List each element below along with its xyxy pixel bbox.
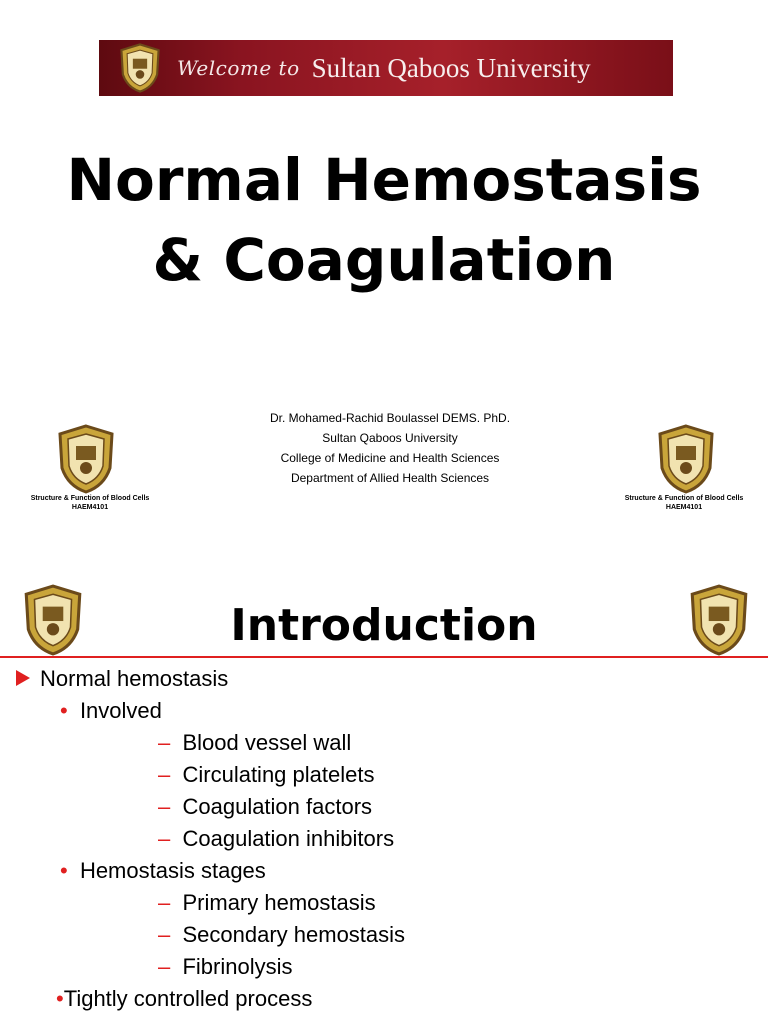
banner-welcome-text: Welcome to: [177, 56, 300, 80]
bullet-level-2: [60, 698, 162, 724]
dash-bullet-icon: –: [158, 922, 171, 947]
caption-code: HAEM4101: [71, 504, 109, 511]
dash-bullet-icon: –: [158, 826, 171, 851]
intro-title: Introduction: [230, 600, 538, 651]
bullet-level-1: [16, 666, 228, 692]
title-line-2: & Coagulation: [152, 226, 616, 294]
dot-bullet-icon: •: [60, 698, 68, 723]
right-course-caption: [614, 494, 754, 512]
author-line: Department of Allied Health Sciences: [290, 471, 490, 485]
dash-bullet-icon: –: [158, 794, 171, 819]
left-crest-icon: [56, 424, 116, 494]
bullet-text: Secondary hemostasis: [182, 922, 406, 947]
dot-bullet-icon: •: [56, 986, 64, 1011]
caption-code: HAEM4101: [665, 504, 703, 511]
author-line: Dr. Mohamed-Rachid Boulassel DEMS. PhD.: [269, 411, 511, 425]
arrow-bullet-icon: [16, 670, 30, 686]
bullet-level-3: [158, 826, 394, 852]
bullet-level-2: [56, 986, 312, 1012]
bullet-text: Blood vessel wall: [182, 730, 352, 755]
bullet-text: Hemostasis stages: [79, 858, 266, 883]
university-crest-icon: [115, 43, 165, 93]
dash-bullet-icon: –: [158, 890, 171, 915]
bullet-text: Fibrinolysis: [182, 954, 293, 979]
left-course-caption: [20, 494, 160, 512]
dash-bullet-icon: –: [158, 762, 171, 787]
banner-university-name: Sultan Qaboos University: [311, 52, 591, 83]
author-line: College of Medicine and Health Sciences: [280, 451, 500, 465]
bullet-level-3: [158, 730, 351, 756]
author-line: Sultan Qaboos University: [322, 431, 458, 445]
bullet-text: Coagulation inhibitors: [182, 826, 395, 851]
slide-title: [0, 140, 768, 300]
introduction-slide: [0, 568, 768, 1024]
bullet-level-2: [60, 858, 266, 884]
bullet-text: Coagulation factors: [182, 794, 373, 819]
dash-bullet-icon: –: [158, 954, 171, 979]
bullet-text: Primary hemostasis: [182, 890, 376, 915]
bullet-text: Involved: [79, 698, 162, 723]
title-underline: [0, 656, 768, 658]
bullet-level-3: [158, 794, 372, 820]
bullet-text: Tightly controlled process: [63, 986, 313, 1011]
author-block: [180, 408, 600, 488]
bullet-text: Normal hemostasis: [40, 666, 229, 691]
bullet-level-3: [158, 922, 405, 948]
right-crest-icon: [656, 424, 716, 494]
slide-separator: [0, 560, 768, 568]
dash-bullet-icon: –: [158, 730, 171, 755]
title-line-1: Normal Hemostasis: [66, 146, 702, 214]
caption-line: Structure & Function of Blood Cells: [624, 495, 744, 502]
dot-bullet-icon: •: [60, 858, 68, 883]
bullet-level-3: [158, 890, 376, 916]
caption-line: Structure & Function of Blood Cells: [30, 495, 150, 502]
bullet-level-3: [158, 762, 374, 788]
bullet-text: Circulating platelets: [182, 762, 375, 787]
bullet-level-3: [158, 954, 293, 980]
welcome-banner: [99, 40, 673, 96]
